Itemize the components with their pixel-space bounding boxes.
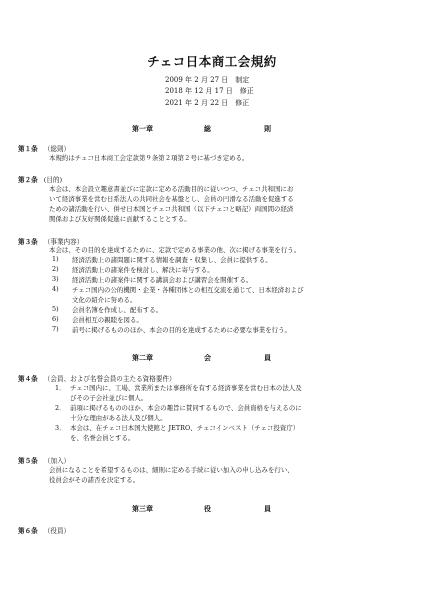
chapter-2-heading: [0, 353, 424, 363]
article-3-item-number: 5): [52, 305, 59, 313]
article-3-item-number: 1): [52, 255, 59, 263]
article-2-line: いて経済事業を営む日系法人の共同社会を基盤とし、会員の円滑なる活動を促進する: [49, 195, 294, 203]
article-3-item-number: 4): [52, 285, 59, 293]
date-revised-1: 2018 年 12 月 17 日 修正: [165, 87, 254, 96]
chapter-2-title-b: 員: [264, 353, 271, 362]
article-4-item-number: 2．: [55, 404, 66, 412]
article-6-caption: （役員）: [43, 527, 71, 535]
article-3-item-number: 6): [52, 315, 59, 323]
article-4-item-text: を、名誉会員とする。: [70, 434, 135, 442]
date-revised-2: 2021 年 2 月 22 日 修正: [165, 98, 250, 107]
article-4-item-text: 本会は、在チェコ日本国大使館と JETRO、チェコインベスト（チェコ投資庁）: [70, 424, 300, 432]
article-3-item-number: 7): [52, 325, 59, 333]
article-3-item-text: チェコ国内の公的機関・企業・各種団体との相互交流を通じて、日本経済および: [72, 286, 304, 294]
article-3-item-text: 経済活動上の諸案件を検討し、解決に寄与する。: [72, 266, 214, 274]
article-3-intro: 本会は、その目的を達成するために、定款で定める事業の他、次に掲げる事業を行う。: [49, 246, 301, 254]
chapter-1-number: 第一章: [132, 124, 153, 133]
article-5-line: 会員になることを希望するものは、細則に定める手続に従い加入の申し込みを行い、: [49, 466, 294, 474]
document-title: チェコ日本商工会規約: [147, 54, 277, 69]
article-1-text: 本規約はチェコ日本商工会定款第９条第２項第２号に基づき定める。: [49, 154, 249, 162]
chapter-1-heading: [0, 124, 424, 134]
article-3-item-number: 3): [52, 275, 59, 283]
article-5-caption: （加入）: [43, 457, 71, 465]
article-4-heading: [18, 373, 176, 383]
article-4-item-text: びその子会社並びに個人。: [70, 394, 148, 402]
article-3-item-number: 2): [52, 265, 59, 273]
article-6-number: 第６条: [18, 527, 38, 535]
article-2-caption: (目的): [43, 176, 63, 184]
chapter-2-title-a: 会: [204, 353, 211, 362]
article-3-item-text: 会員名簿を作成し、配布する。: [72, 306, 163, 314]
article-1-heading: [18, 143, 70, 153]
article-4-item-number: 1．: [55, 384, 66, 392]
article-4-item-text: 前項に掲げるもののほか、本会の趣旨に賛同するもので、会員資格を与えるのに: [70, 404, 302, 412]
chapter-1-title-a: 総: [204, 124, 211, 133]
article-2-heading: [18, 174, 62, 184]
article-5-heading: [18, 455, 70, 465]
article-2-number: 第２条: [18, 176, 38, 184]
chapter-1-title-b: 則: [264, 124, 271, 133]
article-4-number: 第４条: [18, 375, 38, 383]
chapter-2-number: 第二章: [132, 353, 153, 362]
article-3-number: 第３条: [18, 238, 38, 246]
article-5-line: 役員会がその諾否を決定する。: [49, 476, 140, 484]
article-3-item-text: 前号に掲げるもののほか、本会の目的を達成するために必要な事業を行う。: [72, 326, 291, 334]
article-4-caption: （会員、および名誉会員の主たる資格要件）: [43, 375, 176, 383]
article-4-item-number: 3．: [55, 424, 66, 432]
article-3-item-text: 会員相互の親睦を図る。: [72, 316, 143, 324]
article-2-line: 本会は、本会設立趣意書並びに定款に定める活動目的に従いつつ、チェコ共和国にお: [49, 185, 294, 193]
article-4-item-text: チェコ国内に、工場、営業所または事務所を有する経済事業を営む日本の法人及: [70, 384, 302, 392]
article-2-line: 関係および友好関係促進に貢献することとする。: [49, 215, 191, 223]
article-3-item-text: 文化の紹介に努める。: [72, 296, 137, 304]
revision-dates: [165, 75, 254, 109]
chapter-3-title-b: 員: [264, 504, 271, 513]
chapter-3-heading: [0, 504, 424, 514]
article-5-number: 第５条: [18, 457, 38, 465]
chapter-3-number: 第三章: [132, 504, 153, 513]
article-3-item-text: 経済活動上の諸案件に関する講演会および講習会を開催する。: [72, 276, 253, 284]
article-3-caption: （事業内容）: [43, 238, 84, 246]
article-1-number: 第１条: [18, 145, 38, 153]
article-2-line: ための諸活動を行い、併せ日本国とチェコ共和国（以下チェコと略記）両国間の経済: [49, 205, 294, 213]
article-1-caption: （総則）: [43, 145, 71, 153]
article-3-item-text: 経済活動上の諸問題に関する情報を調査・収集し、会員に提供する。: [72, 256, 272, 264]
chapter-3-title-a: 役: [204, 504, 211, 513]
date-enacted: 2009 年 2 月 27 日 制定: [165, 76, 250, 84]
article-4-item-text: 十分な理由がある法人及び個人。: [70, 414, 167, 422]
article-6-heading: [18, 525, 70, 535]
